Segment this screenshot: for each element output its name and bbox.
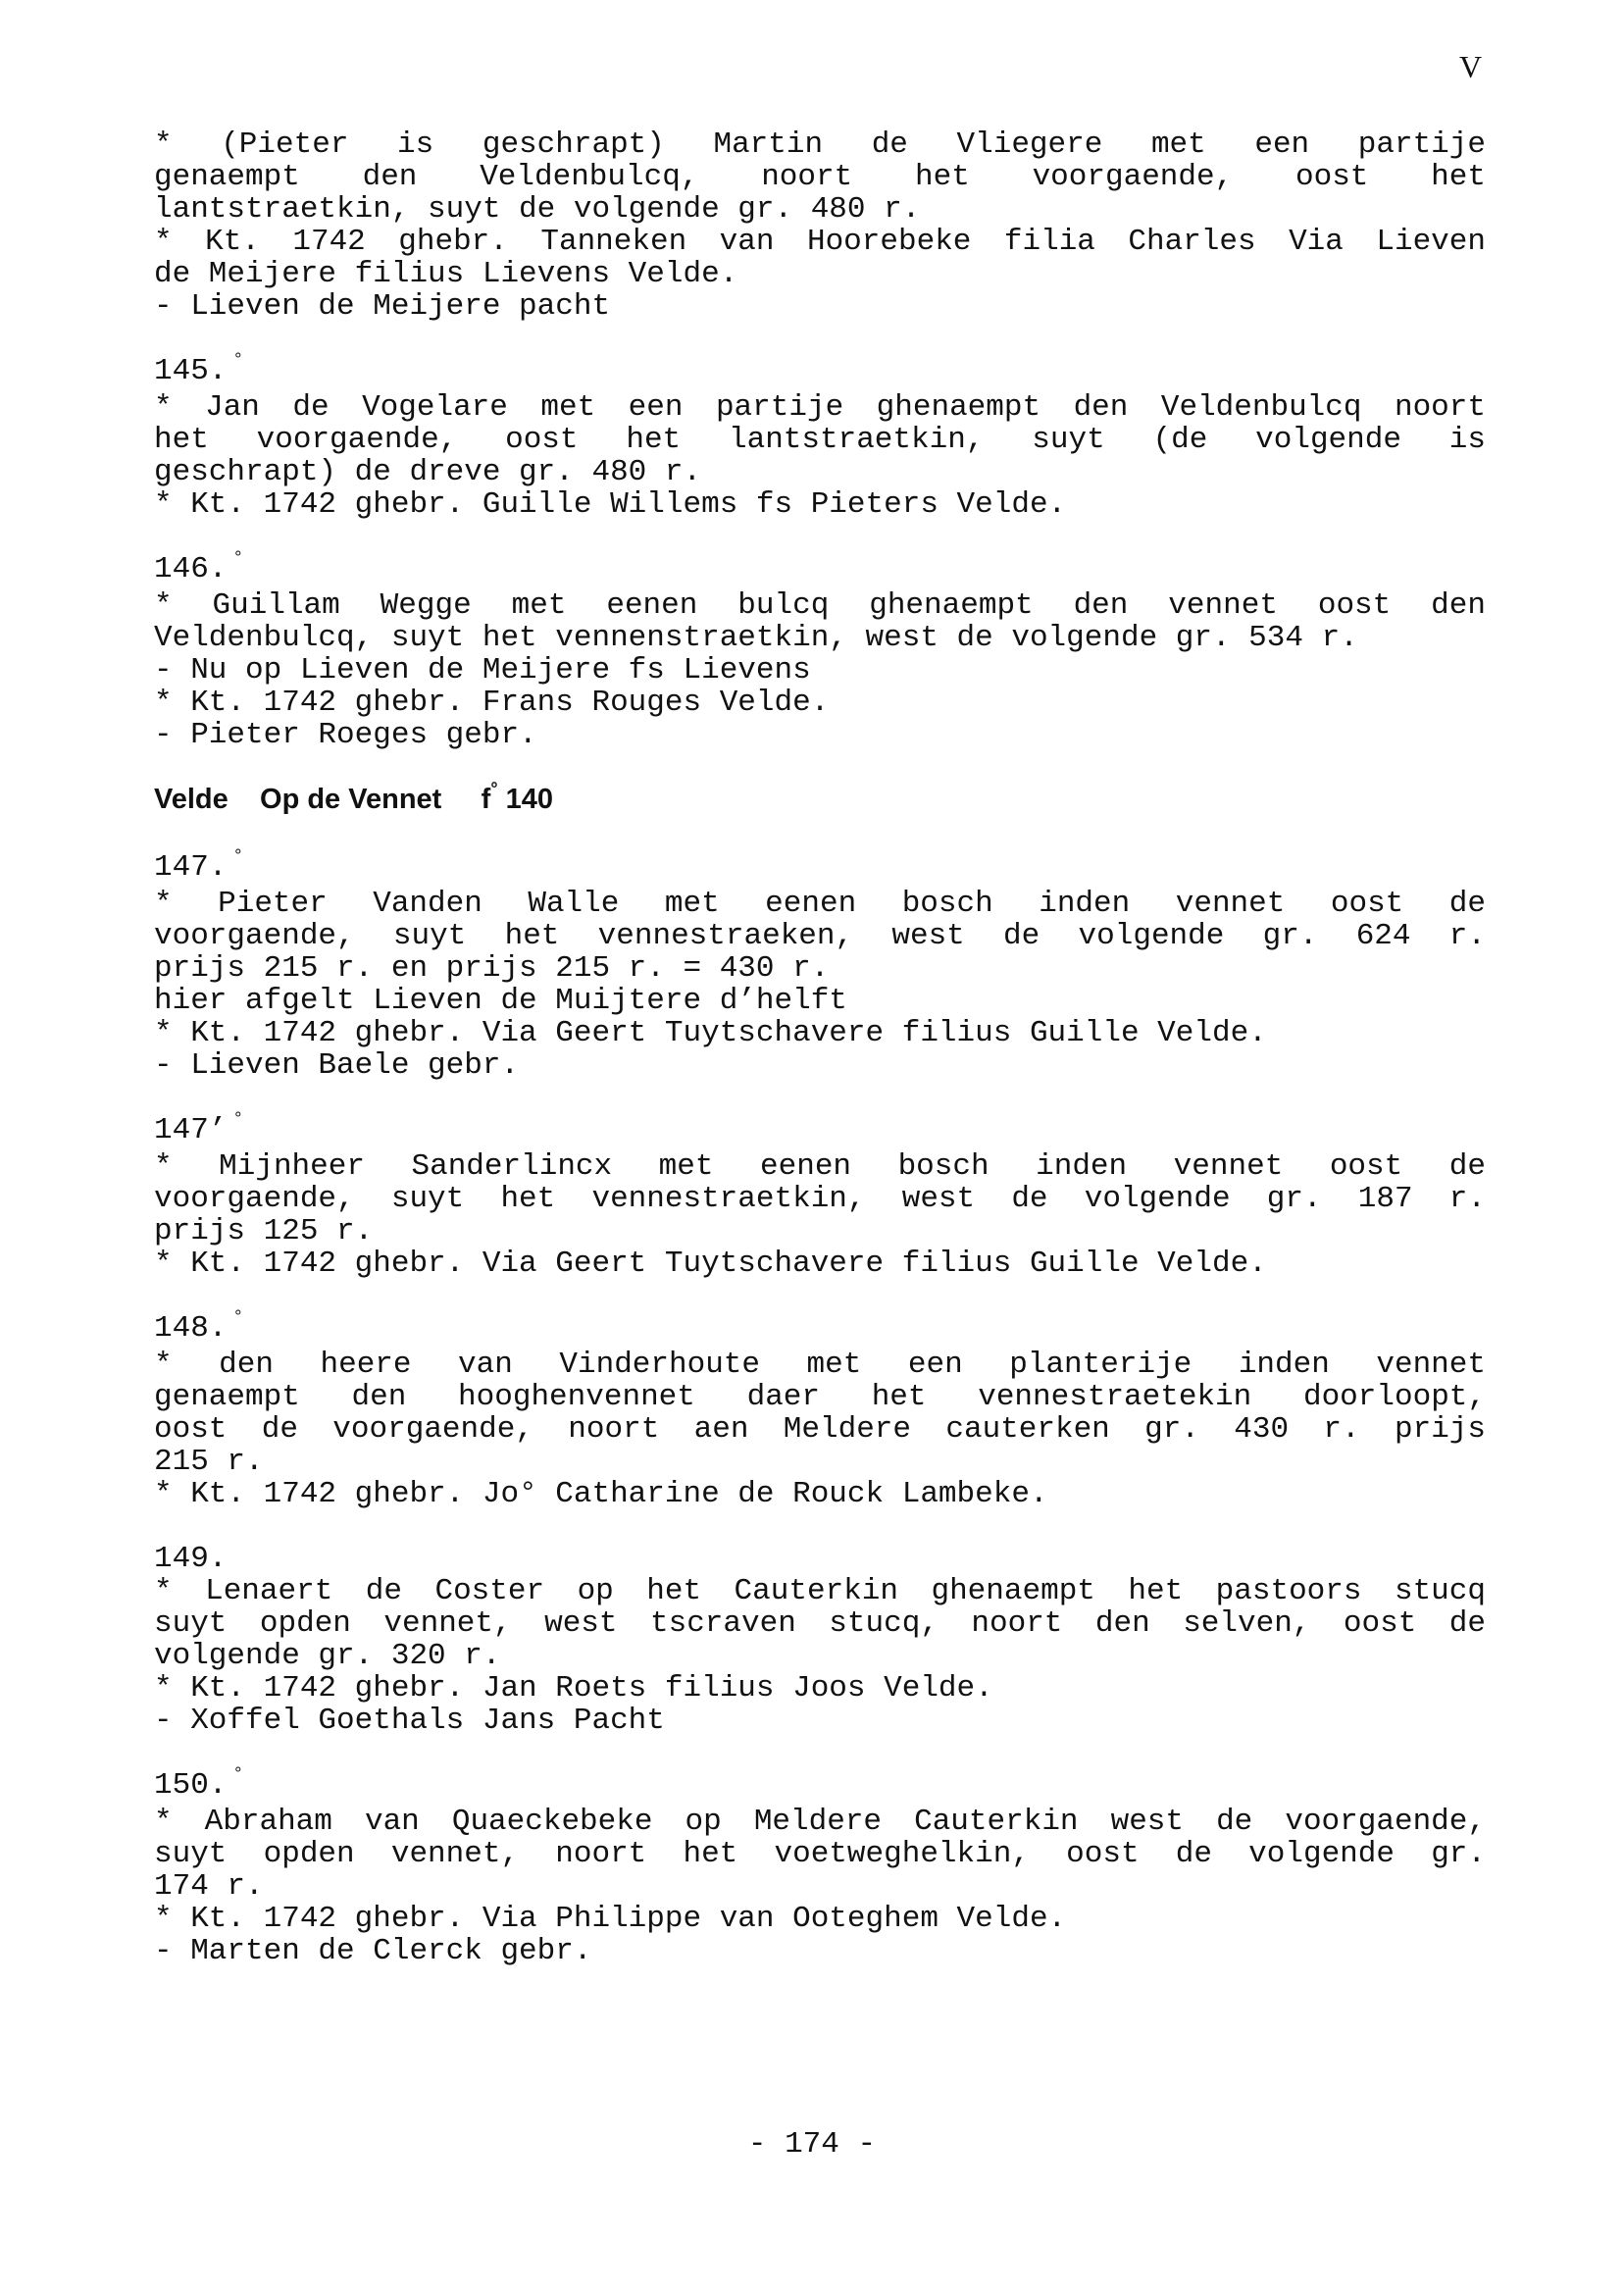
entry-text-line: de Meijere filius Lievens Velde. bbox=[154, 257, 738, 291]
entry-number: 150. bbox=[154, 1768, 228, 1803]
entry-number-line bbox=[154, 1308, 1486, 1349]
entry-text-line: - Nu op Lieven de Meijere fs Lievens bbox=[154, 653, 811, 687]
entry-text-line: suyt opden vennet, west tscraven stucq, noort den selven, oost de bbox=[154, 1606, 1486, 1641]
section-heading-block bbox=[154, 779, 1486, 819]
page-section-mark: V bbox=[1459, 49, 1483, 84]
entry-text-line: oost de voorgaende, noort aen Meldere cauterken gr. 430 r. prijs bbox=[154, 1412, 1486, 1447]
heading-folio-prefix: f bbox=[481, 784, 491, 815]
entry-number: 145. bbox=[154, 354, 228, 388]
heading-name: Op de Vennet bbox=[260, 784, 442, 815]
entry-text-line: Veldenbulcq, suyt het vennenstraetkin, west de volgende gr. 534 r. bbox=[154, 621, 1358, 655]
entry-block bbox=[154, 549, 1486, 752]
entry-text-line: * Kt. 1742 ghebr. Frans Rouges Velde. bbox=[154, 686, 830, 720]
entry-block bbox=[154, 351, 1486, 522]
entry-number: 147’ bbox=[154, 1113, 228, 1147]
entry-text-line: voorgaende, suyt het vennestraetkin, west de volgende gr. 187 r. bbox=[154, 1182, 1486, 1216]
entry-text-line: * Abraham van Quaeckebeke op Meldere Cauterkin west de voorgaende, bbox=[154, 1805, 1486, 1839]
degree-mark: ° bbox=[232, 1110, 244, 1130]
degree-mark: ° bbox=[232, 1308, 244, 1328]
degree-mark: ° bbox=[232, 549, 244, 569]
entry-block bbox=[154, 847, 1486, 1083]
page-number: - 174 - bbox=[747, 2127, 877, 2162]
entry-text-line: * Kt. 1742 ghebr. Guille Willems fs Pieters Velde. bbox=[154, 487, 1067, 522]
entry-text-line: het voorgaende, oost het lantstraetkin, suyt (de volgende is bbox=[154, 423, 1486, 457]
entry-text-line: genaempt den Veldenbulcq, noort het voorgaende, oost het bbox=[154, 160, 1486, 194]
entry-block bbox=[154, 1543, 1486, 1737]
entry-text-line: volgende gr. 320 r. bbox=[154, 1639, 501, 1673]
entry-text-line: - Lieven Baele gebr. bbox=[154, 1048, 520, 1083]
entry-text-line: - Marten de Clerck gebr. bbox=[154, 1934, 592, 1968]
entry-text-line: suyt opden vennet, noort het voetweghelkin, oost de volgende gr. bbox=[154, 1837, 1486, 1871]
entry-number: 148. bbox=[154, 1311, 228, 1346]
document-body bbox=[154, 128, 1486, 2000]
entry-number: 149. bbox=[154, 1542, 228, 1576]
entry-text-line: geschrapt) de dreve gr. 480 r. bbox=[154, 455, 702, 489]
entry-block bbox=[154, 128, 1486, 323]
heading-folio: 140 bbox=[505, 784, 553, 815]
entry-number-line bbox=[154, 1543, 1486, 1575]
entry-text-line: * Mijnheer Sanderlincx met eenen bosch inden vennet oost de bbox=[154, 1149, 1486, 1184]
entry-text-line: * Kt. 1742 ghebr. Jo° Catharine de Rouck Lambeke. bbox=[154, 1477, 1048, 1511]
entry-text-line: voorgaende, suyt het vennestraeken, west de volgende gr. 624 r. bbox=[154, 919, 1486, 953]
entry-number: 146. bbox=[154, 552, 228, 586]
entry-text-line: * den heere van Vinderhoute met een planterije inden vennet bbox=[154, 1348, 1486, 1382]
entry-text-line: genaempt den hooghenvennet daer het vennestraetekin doorloopt, bbox=[154, 1380, 1486, 1414]
entry-text-line: * Kt. 1742 ghebr. Via Geert Tuytschavere filius Guille Velde. bbox=[154, 1247, 1267, 1281]
degree-mark: ° bbox=[232, 847, 244, 867]
entry-text-line: * (Pieter is geschrapt) Martin de Vliegere met een partije bbox=[154, 127, 1486, 162]
entry-number: 147. bbox=[154, 850, 228, 885]
entry-text-line: lantstraetkin, suyt de volgende gr. 480 r. bbox=[154, 192, 921, 227]
entry-text-line: - Xoffel Goethals Jans Pacht bbox=[154, 1704, 665, 1738]
entry-text-line: * Kt. 1742 ghebr. Tanneken van Hoorebeke filia Charles Via Lieven bbox=[154, 225, 1486, 259]
degree-mark: ° bbox=[490, 779, 498, 798]
entry-text-line: * Lenaert de Coster op het Cauterkin ghenaempt het pastoors stucq bbox=[154, 1574, 1486, 1608]
entry-block bbox=[154, 1308, 1486, 1511]
degree-mark: ° bbox=[232, 1765, 244, 1785]
entry-text-line: - Lieven de Meijere pacht bbox=[154, 289, 611, 324]
entry-text-line: * Pieter Vanden Walle met eenen bosch inden vennet oost de bbox=[154, 887, 1486, 921]
entry-block bbox=[154, 1110, 1486, 1281]
heading-place: Velde bbox=[154, 784, 228, 815]
entry-number-line bbox=[154, 847, 1486, 888]
section-heading bbox=[154, 779, 1486, 819]
entry-text-line: prijs 215 r. en prijs 215 r. = 430 r. bbox=[154, 951, 830, 986]
entry-text-line: * Kt. 1742 ghebr. Via Geert Tuytschavere filius Guille Velde. bbox=[154, 1016, 1267, 1050]
entry-text-line: * Kt. 1742 ghebr. Jan Roets filius Joos Velde. bbox=[154, 1671, 993, 1706]
entry-text-line: hier afgelt Lieven de Muijtere d’helft bbox=[154, 984, 847, 1018]
entry-number-line bbox=[154, 1110, 1486, 1150]
entry-text-line: - Pieter Roeges gebr. bbox=[154, 718, 537, 752]
entry-text-line: 215 r. bbox=[154, 1445, 264, 1479]
entry-text-line: * Guillam Wegge met eenen bulcq ghenaempt den vennet oost den bbox=[154, 588, 1486, 623]
entry-text-line: 174 r. bbox=[154, 1869, 264, 1904]
entry-text-line: * Jan de Vogelare met een partije ghenaempt den Veldenbulcq noort bbox=[154, 390, 1486, 425]
entry-text-line: prijs 125 r. bbox=[154, 1214, 374, 1248]
entry-number-line bbox=[154, 1765, 1486, 1806]
entry-block bbox=[154, 1765, 1486, 1968]
degree-mark: ° bbox=[232, 351, 244, 371]
entry-number-line bbox=[154, 351, 1486, 391]
entry-number-line bbox=[154, 549, 1486, 589]
entry-text-line: * Kt. 1742 ghebr. Via Philippe van Ooteghem Velde. bbox=[154, 1902, 1067, 1936]
